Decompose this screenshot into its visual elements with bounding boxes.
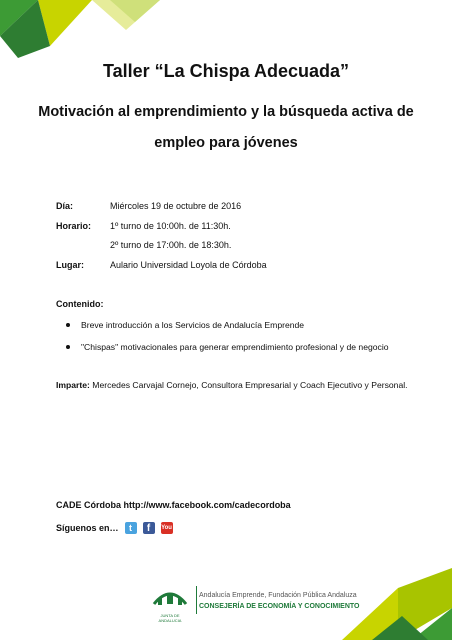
turno-1: 1º turno de 10:00h. de 11:30h.: [110, 221, 231, 231]
bullet-icon: [66, 345, 70, 349]
imparte-label: Imparte:: [56, 380, 90, 390]
youtube-icon[interactable]: You: [161, 522, 173, 534]
list-item: [66, 342, 389, 352]
page-title: Taller “La Chispa Adecuada”: [102, 61, 350, 81]
imparte-value: Mercedes Carvajal Cornejo, Consultora Empresarial y Coach Ejecutivo y Personal.: [92, 380, 408, 390]
junta-logo-icon: [150, 586, 190, 608]
list-item: [66, 320, 304, 330]
twitter-icon[interactable]: t: [125, 522, 137, 534]
contenido-item-2: "Chispas" motivacionales para generar emprendimiento profesional y de negocio: [81, 342, 389, 352]
footer-divider: [196, 586, 197, 614]
footer-line-2: CONSEJERÍA DE ECONOMÍA Y CONOCIMIENTO: [199, 603, 360, 610]
bullet-icon: [66, 323, 70, 327]
siguenos-label: Síguenos en…: [56, 523, 119, 533]
social-row: [56, 522, 173, 534]
dia-label: Día:: [56, 201, 74, 211]
dia-value: Miércoles 19 de octubre de 2016: [110, 201, 242, 211]
subtitle-line-2: empleo para jóvenes: [154, 135, 298, 151]
cade-link[interactable]: CADE Córdoba http://www.facebook.com/cadecordoba: [56, 500, 291, 510]
lugar-label: Lugar:: [56, 260, 84, 270]
subtitle-line-1: Motivación al emprendimiento y la búsqueda activa de: [38, 104, 414, 120]
imparte-line: [56, 380, 408, 390]
lugar-value: Aulario Universidad Loyola de Córdoba: [110, 260, 267, 270]
contenido-label: Contenido:: [56, 299, 104, 309]
facebook-icon[interactable]: f: [143, 522, 155, 534]
footer-line-1: Andalucía Emprende, Fundación Pública Andaluza: [199, 592, 357, 599]
top-left-decoration: [0, 0, 170, 60]
contenido-item-1: Breve introducción a los Servicios de Andalucía Emprende: [81, 320, 305, 330]
logo-caption: JUNTA DE ANDALUCIA: [158, 613, 182, 623]
turno-2: 2º turno de 17:00h. de 18:30h.: [110, 240, 232, 250]
horario-label: Horario:: [56, 221, 92, 231]
junta-logo: [150, 586, 190, 623]
